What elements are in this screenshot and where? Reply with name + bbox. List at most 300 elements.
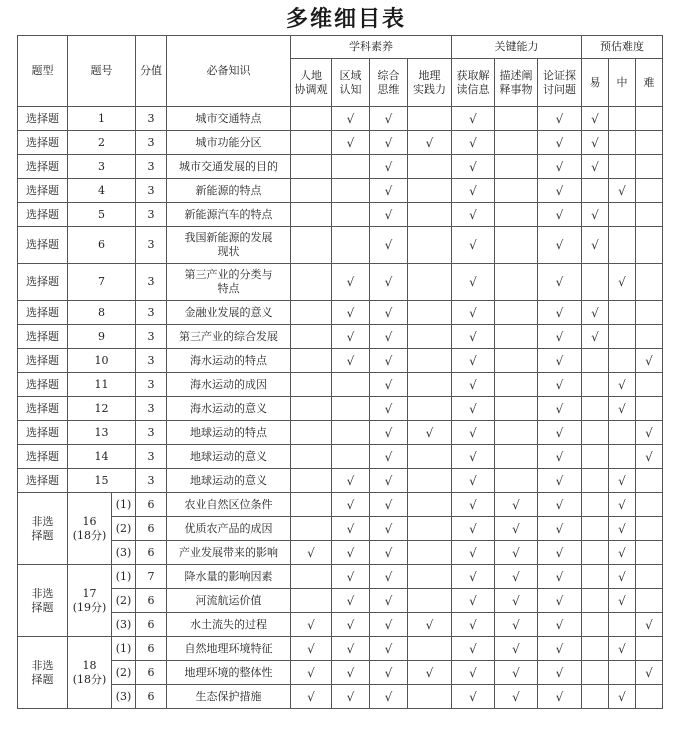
question-type: 选择题 — [18, 469, 68, 493]
table-row — [18, 179, 663, 203]
question-score: 6 — [136, 637, 167, 661]
table-row — [18, 493, 663, 517]
mark-cell — [636, 469, 663, 493]
mark-cell: √ — [582, 203, 609, 227]
mark-cell — [291, 373, 332, 397]
mark-cell: √ — [452, 155, 495, 179]
knowledge-point: 金融业发展的意义 — [167, 301, 291, 325]
mark-cell: √ — [636, 661, 663, 685]
mark-cell: √ — [538, 325, 582, 349]
mark-cell: √ — [291, 661, 332, 685]
mark-cell: √ — [582, 131, 609, 155]
header-sub-9: 难 — [636, 59, 663, 107]
mark-cell — [636, 107, 663, 131]
mark-cell: √ — [495, 685, 538, 709]
header-type: 题型 — [18, 36, 68, 107]
mark-cell — [636, 589, 663, 613]
mark-cell — [582, 589, 609, 613]
sub-question: (2) — [112, 517, 136, 541]
mark-cell: √ — [452, 517, 495, 541]
mark-cell: √ — [452, 107, 495, 131]
header-sub-5: 描述阐 释事物 — [495, 59, 538, 107]
mark-cell: √ — [636, 613, 663, 637]
mark-cell — [582, 517, 609, 541]
mark-cell: √ — [609, 541, 636, 565]
sub-question: (3) — [112, 685, 136, 709]
mark-cell — [636, 565, 663, 589]
mark-cell — [291, 203, 332, 227]
question-type: 非选 择题 — [18, 565, 68, 637]
mark-cell: √ — [452, 589, 495, 613]
mark-cell: √ — [495, 541, 538, 565]
mark-cell — [408, 541, 452, 565]
mark-cell: √ — [538, 685, 582, 709]
mark-cell — [332, 155, 370, 179]
mark-cell — [609, 325, 636, 349]
question-score: 6 — [136, 493, 167, 517]
mark-cell: √ — [452, 469, 495, 493]
mark-cell: √ — [538, 349, 582, 373]
mark-cell: √ — [370, 264, 408, 301]
mark-cell — [408, 301, 452, 325]
header-sub-4: 获取解 读信息 — [452, 59, 495, 107]
knowledge-point: 自然地理环境特征 — [167, 637, 291, 661]
mark-cell: √ — [370, 349, 408, 373]
mark-cell: √ — [408, 131, 452, 155]
table-row — [18, 445, 663, 469]
mark-cell — [408, 107, 452, 131]
mark-cell — [408, 637, 452, 661]
question-number: 8 — [68, 301, 136, 325]
mark-cell: √ — [370, 203, 408, 227]
mark-cell: √ — [452, 685, 495, 709]
mark-cell — [636, 685, 663, 709]
question-number: 6 — [68, 227, 136, 264]
header-sub-1: 区域 认知 — [332, 59, 370, 107]
table-row — [18, 155, 663, 179]
mark-cell — [636, 373, 663, 397]
mark-cell — [291, 469, 332, 493]
mark-cell — [636, 301, 663, 325]
question-number: 15 — [68, 469, 136, 493]
question-type: 选择题 — [18, 107, 68, 131]
question-type: 选择题 — [18, 131, 68, 155]
mark-cell: √ — [370, 397, 408, 421]
mark-cell — [609, 131, 636, 155]
knowledge-point: 地球运动的意义 — [167, 469, 291, 493]
mark-cell: √ — [370, 301, 408, 325]
mark-cell: √ — [370, 107, 408, 131]
mark-cell: √ — [370, 421, 408, 445]
knowledge-point: 生态保护措施 — [167, 685, 291, 709]
knowledge-point: 海水运动的意义 — [167, 397, 291, 421]
mark-cell: √ — [452, 131, 495, 155]
mark-cell: √ — [332, 541, 370, 565]
mark-cell: √ — [452, 565, 495, 589]
knowledge-point: 我国新能源的发展 现状 — [167, 227, 291, 264]
question-number: 11 — [68, 373, 136, 397]
mark-cell — [582, 179, 609, 203]
mark-cell — [291, 349, 332, 373]
mark-cell: √ — [609, 493, 636, 517]
mark-cell: √ — [452, 301, 495, 325]
mark-cell — [636, 203, 663, 227]
mark-cell: √ — [538, 445, 582, 469]
mark-cell: √ — [332, 349, 370, 373]
sub-question: (1) — [112, 565, 136, 589]
mark-cell: √ — [609, 397, 636, 421]
mark-cell — [495, 264, 538, 301]
question-score: 3 — [136, 203, 167, 227]
page-title: 多维细目表 — [285, 7, 406, 32]
mark-cell: √ — [370, 155, 408, 179]
mark-cell — [609, 349, 636, 373]
mark-cell: √ — [291, 685, 332, 709]
mark-cell — [582, 637, 609, 661]
mark-cell — [408, 179, 452, 203]
mark-cell — [291, 301, 332, 325]
table-row — [18, 107, 663, 131]
mark-cell — [495, 397, 538, 421]
mark-cell: √ — [582, 301, 609, 325]
mark-cell: √ — [370, 179, 408, 203]
mark-cell: √ — [538, 301, 582, 325]
mark-cell: √ — [538, 493, 582, 517]
table-row — [18, 613, 663, 637]
mark-cell — [495, 301, 538, 325]
knowledge-point: 农业自然区位条件 — [167, 493, 291, 517]
mark-cell — [582, 565, 609, 589]
knowledge-point: 水土流失的过程 — [167, 613, 291, 637]
mark-cell: √ — [370, 589, 408, 613]
mark-cell — [495, 373, 538, 397]
mark-cell — [408, 565, 452, 589]
mark-cell — [636, 541, 663, 565]
question-score: 3 — [136, 301, 167, 325]
mark-cell: √ — [332, 469, 370, 493]
mark-cell — [609, 107, 636, 131]
mark-cell — [636, 131, 663, 155]
table-row — [18, 131, 663, 155]
header-sub-7: 易 — [582, 59, 609, 107]
knowledge-point: 海水运动的成因 — [167, 373, 291, 397]
question-score: 3 — [136, 349, 167, 373]
mark-cell — [636, 493, 663, 517]
table-row — [18, 301, 663, 325]
question-number: 18 (18分) — [68, 637, 112, 709]
mark-cell: √ — [452, 179, 495, 203]
mark-cell: √ — [636, 421, 663, 445]
mark-cell: √ — [332, 685, 370, 709]
mark-cell: √ — [332, 493, 370, 517]
mark-cell: √ — [582, 227, 609, 264]
mark-cell — [582, 445, 609, 469]
question-type: 选择题 — [18, 373, 68, 397]
mark-cell — [609, 227, 636, 264]
mark-cell — [582, 469, 609, 493]
mark-cell — [408, 469, 452, 493]
mark-cell: √ — [582, 325, 609, 349]
mark-cell — [609, 613, 636, 637]
table-row — [18, 373, 663, 397]
question-score: 3 — [136, 131, 167, 155]
sub-question: (1) — [112, 637, 136, 661]
mark-cell — [495, 349, 538, 373]
mark-cell — [636, 637, 663, 661]
mark-cell: √ — [495, 637, 538, 661]
mark-cell: √ — [370, 373, 408, 397]
mark-cell: √ — [538, 397, 582, 421]
question-number: 13 — [68, 421, 136, 445]
mark-cell: √ — [495, 565, 538, 589]
question-score: 3 — [136, 325, 167, 349]
mark-cell: √ — [291, 541, 332, 565]
mark-cell — [291, 589, 332, 613]
knowledge-point: 地理环境的整体性 — [167, 661, 291, 685]
knowledge-point: 地球运动的意义 — [167, 445, 291, 469]
mark-cell — [609, 203, 636, 227]
mark-cell — [332, 203, 370, 227]
question-number: 1 — [68, 107, 136, 131]
mark-cell — [495, 179, 538, 203]
knowledge-point: 新能源汽车的特点 — [167, 203, 291, 227]
mark-cell: √ — [538, 661, 582, 685]
mark-cell: √ — [370, 541, 408, 565]
mark-cell — [495, 131, 538, 155]
table-row — [18, 517, 663, 541]
mark-cell: √ — [452, 349, 495, 373]
sub-question: (3) — [112, 541, 136, 565]
question-score: 6 — [136, 685, 167, 709]
mark-cell: √ — [609, 565, 636, 589]
mark-cell: √ — [452, 661, 495, 685]
mark-cell: √ — [538, 107, 582, 131]
mark-cell: √ — [370, 325, 408, 349]
mark-cell: √ — [636, 349, 663, 373]
sub-question: (2) — [112, 661, 136, 685]
mark-cell — [636, 264, 663, 301]
question-number: 7 — [68, 264, 136, 301]
mark-cell — [332, 227, 370, 264]
mark-cell: √ — [332, 131, 370, 155]
mark-cell — [636, 179, 663, 203]
mark-cell — [291, 227, 332, 264]
mark-cell: √ — [370, 613, 408, 637]
table-row — [18, 589, 663, 613]
question-type: 选择题 — [18, 227, 68, 264]
table-row — [18, 565, 663, 589]
mark-cell: √ — [332, 517, 370, 541]
question-type: 选择题 — [18, 445, 68, 469]
mark-cell — [495, 107, 538, 131]
table-row — [18, 469, 663, 493]
mark-cell — [636, 517, 663, 541]
mark-cell: √ — [582, 107, 609, 131]
question-score: 6 — [136, 517, 167, 541]
knowledge-point: 新能源的特点 — [167, 179, 291, 203]
mark-cell — [291, 107, 332, 131]
question-score: 3 — [136, 264, 167, 301]
mark-cell: √ — [452, 264, 495, 301]
question-score: 6 — [136, 541, 167, 565]
mark-cell — [332, 421, 370, 445]
knowledge-point: 第三产业的分类与 特点 — [167, 264, 291, 301]
question-number: 16 (18分) — [68, 493, 112, 565]
question-number: 12 — [68, 397, 136, 421]
mark-cell — [408, 203, 452, 227]
table-row — [18, 227, 663, 264]
mark-cell — [636, 397, 663, 421]
mark-cell: √ — [452, 421, 495, 445]
mark-cell: √ — [495, 661, 538, 685]
mark-cell: √ — [609, 469, 636, 493]
mark-cell: √ — [370, 685, 408, 709]
table-row — [18, 637, 663, 661]
mark-cell: √ — [370, 661, 408, 685]
header-sub-8: 中 — [609, 59, 636, 107]
mark-cell: √ — [332, 589, 370, 613]
mark-cell — [636, 227, 663, 264]
mark-cell — [609, 301, 636, 325]
question-type: 选择题 — [18, 349, 68, 373]
question-type: 非选 择题 — [18, 637, 68, 709]
mark-cell: √ — [332, 264, 370, 301]
mark-cell — [291, 517, 332, 541]
mark-cell — [609, 421, 636, 445]
mark-cell — [582, 349, 609, 373]
question-score: 3 — [136, 397, 167, 421]
mark-cell — [408, 264, 452, 301]
mark-cell: √ — [538, 589, 582, 613]
sub-question: (3) — [112, 613, 136, 637]
question-number: 17 (19分) — [68, 565, 112, 637]
table-body — [18, 107, 663, 709]
mark-cell — [291, 179, 332, 203]
mark-cell — [582, 685, 609, 709]
knowledge-point: 海水运动的特点 — [167, 349, 291, 373]
mark-cell — [495, 325, 538, 349]
mark-cell: √ — [538, 203, 582, 227]
mark-cell — [495, 155, 538, 179]
mark-cell: √ — [452, 227, 495, 264]
mark-cell: √ — [636, 445, 663, 469]
mark-cell — [291, 565, 332, 589]
mark-cell: √ — [332, 637, 370, 661]
question-score: 3 — [136, 179, 167, 203]
question-number: 10 — [68, 349, 136, 373]
sub-question: (2) — [112, 589, 136, 613]
mark-cell: √ — [609, 589, 636, 613]
question-score: 3 — [136, 469, 167, 493]
mark-cell — [495, 445, 538, 469]
mark-cell — [408, 517, 452, 541]
mark-cell: √ — [609, 685, 636, 709]
mark-cell: √ — [452, 493, 495, 517]
sub-question: (1) — [112, 493, 136, 517]
mark-cell: √ — [408, 661, 452, 685]
header-row-1 — [18, 36, 663, 59]
question-type: 非选 择题 — [18, 493, 68, 565]
question-score: 7 — [136, 565, 167, 589]
question-type: 选择题 — [18, 264, 68, 301]
table-row — [18, 203, 663, 227]
mark-cell: √ — [370, 493, 408, 517]
question-type: 选择题 — [18, 301, 68, 325]
mark-cell — [291, 325, 332, 349]
mark-cell — [291, 155, 332, 179]
question-score: 6 — [136, 613, 167, 637]
mark-cell: √ — [495, 493, 538, 517]
mark-cell: √ — [332, 301, 370, 325]
mark-cell — [408, 397, 452, 421]
question-score: 6 — [136, 661, 167, 685]
mark-cell: √ — [538, 637, 582, 661]
question-type: 选择题 — [18, 179, 68, 203]
header-score: 分值 — [136, 36, 167, 107]
mark-cell: √ — [332, 107, 370, 131]
mark-cell — [291, 493, 332, 517]
mark-cell: √ — [370, 131, 408, 155]
mark-cell — [408, 685, 452, 709]
mark-cell — [408, 349, 452, 373]
mark-cell — [408, 493, 452, 517]
knowledge-point: 优质农产品的成因 — [167, 517, 291, 541]
question-number: 5 — [68, 203, 136, 227]
mark-cell — [332, 373, 370, 397]
mark-cell: √ — [538, 565, 582, 589]
question-type: 选择题 — [18, 421, 68, 445]
table-row — [18, 541, 663, 565]
table-row — [18, 685, 663, 709]
table-row — [18, 421, 663, 445]
header-sub-0: 人地 协调观 — [291, 59, 332, 107]
table-row — [18, 661, 663, 685]
mark-cell — [582, 661, 609, 685]
question-score: 3 — [136, 445, 167, 469]
knowledge-point: 城市交通特点 — [167, 107, 291, 131]
question-type: 选择题 — [18, 397, 68, 421]
mark-cell: √ — [538, 421, 582, 445]
mark-cell — [636, 325, 663, 349]
mark-cell — [582, 264, 609, 301]
mark-cell — [408, 227, 452, 264]
mark-cell: √ — [452, 397, 495, 421]
mark-cell: √ — [332, 661, 370, 685]
mark-cell — [332, 397, 370, 421]
mark-cell: √ — [452, 541, 495, 565]
mark-cell: √ — [538, 179, 582, 203]
mark-cell: √ — [370, 445, 408, 469]
mark-cell: √ — [408, 421, 452, 445]
mark-cell — [408, 155, 452, 179]
mark-cell — [291, 131, 332, 155]
mark-cell — [408, 589, 452, 613]
table-row — [18, 349, 663, 373]
mark-cell: √ — [370, 517, 408, 541]
mark-cell: √ — [291, 637, 332, 661]
question-type: 选择题 — [18, 155, 68, 179]
mark-cell: √ — [370, 565, 408, 589]
mark-cell: √ — [452, 445, 495, 469]
header-knowledge: 必备知识 — [167, 36, 291, 107]
mark-cell: √ — [609, 637, 636, 661]
mark-cell — [609, 155, 636, 179]
mark-cell — [291, 421, 332, 445]
mark-cell: √ — [332, 325, 370, 349]
mark-cell: √ — [609, 517, 636, 541]
mark-cell — [582, 373, 609, 397]
mark-cell — [609, 661, 636, 685]
